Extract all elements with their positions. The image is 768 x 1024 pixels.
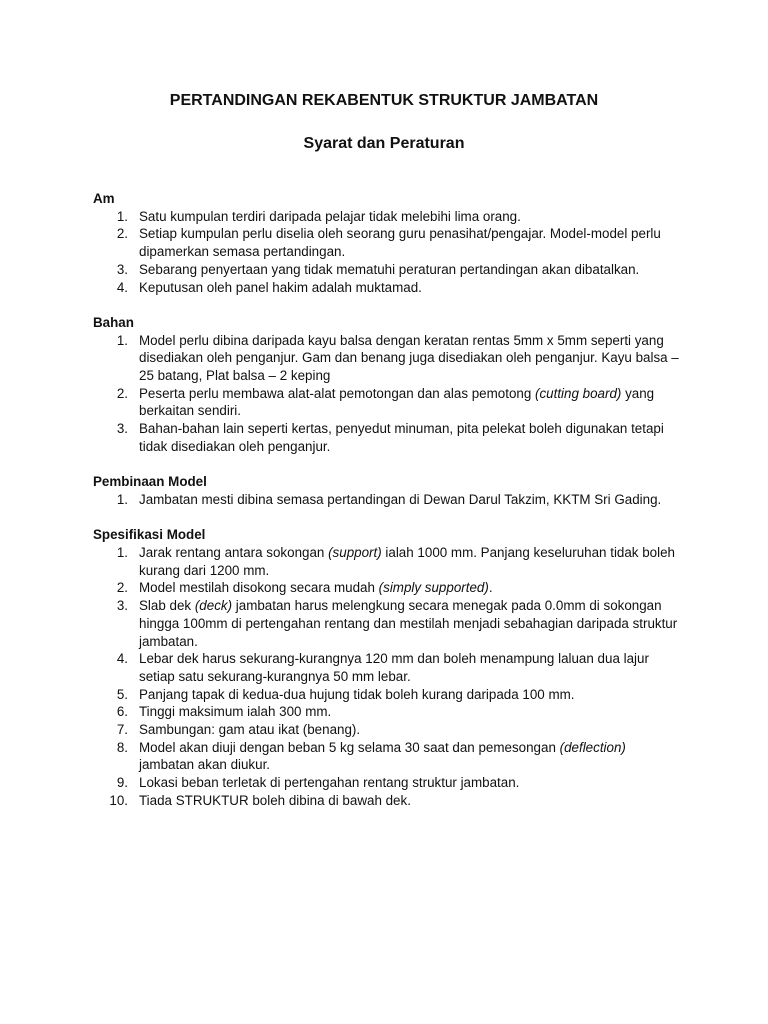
- text-run: Panjang tapak di kedua-dua hujung tidak boleh kurang daripada 100 mm.: [139, 686, 575, 702]
- document-title: PERTANDINGAN REKABENTUK STRUKTUR JAMBATAN: [169, 92, 599, 109]
- list-item-text: [139, 209, 521, 224]
- text-run: .: [488, 580, 493, 596]
- text-run: Sambungan: gam atau ikat (benang).: [139, 722, 361, 738]
- list-item: [93, 774, 683, 792]
- italic-term: (cutting board): [535, 385, 622, 401]
- list-item: [93, 739, 683, 774]
- section-bahan: [93, 314, 683, 456]
- text-run: ialah 1000 mm. Panjang keseluruhan tidak boleh kurang dari 1200 mm.: [139, 545, 675, 578]
- text-run: Model mestilah disokong secara mudah: [139, 580, 379, 596]
- list-item-text: [139, 580, 493, 595]
- document-subtitle: Syarat dan Peraturan: [303, 135, 465, 152]
- list-item-text: [139, 492, 661, 507]
- list-item-number: 3.: [116, 261, 128, 277]
- text-run: Jarak rentang antara sokongan: [139, 545, 329, 561]
- text-run: Peserta perlu membawa alat-alat pemotongan dan alas pemotong: [139, 385, 536, 401]
- list-item-text: [139, 226, 661, 259]
- list-item: [93, 579, 683, 597]
- list-item-text: [139, 333, 679, 383]
- italic-term: (support): [328, 545, 382, 561]
- list-item-number: 9.: [116, 775, 128, 791]
- text-run: Satu kumpulan terdiri daripada pelajar tidak melebihi lima orang.: [139, 208, 521, 224]
- list-item-text: [139, 386, 654, 419]
- list-item: [93, 703, 683, 721]
- list-item: [93, 491, 683, 509]
- text-run: Slab dek: [139, 598, 195, 614]
- italic-term: (deck): [194, 598, 233, 614]
- list-item-text: [139, 651, 649, 684]
- list-item: [93, 332, 683, 385]
- list-item: [93, 420, 683, 455]
- text-run: jambatan harus melengkung secara menegak pada 0.0mm di sokongan hingga 100mm di pertengahan rentang dan mestilah menjadi sebahagian daripada struktur jambatan.: [139, 598, 678, 649]
- text-run: yang berkaitan sendiri.: [139, 385, 655, 419]
- list-item-number: 4.: [116, 651, 128, 667]
- list-item-text: [139, 722, 360, 737]
- text-run: Jambatan mesti dibina semasa pertandingan di Dewan Darul Takzim, KKTM Sri Gading.: [139, 491, 662, 507]
- list-item-number: 6.: [116, 704, 128, 720]
- list-item: [93, 686, 683, 704]
- list-item-text: [139, 687, 575, 702]
- section-heading: Pembinaan Model: [93, 474, 207, 490]
- text-run: Setiap kumpulan perlu diselia oleh seorang guru penasihat/pengajar. Model-model perlu dipamerkan semasa pertandingan.: [139, 226, 661, 260]
- list-item-text: [139, 598, 677, 648]
- list-item-number: 1.: [116, 545, 128, 561]
- list-item-text: [139, 775, 519, 790]
- text-run: jambatan akan diukur.: [139, 757, 271, 773]
- section-heading: Bahan: [93, 314, 134, 330]
- list-item-number: 3.: [116, 421, 128, 437]
- numbered-list: [93, 491, 683, 509]
- section-heading: Am: [93, 191, 115, 206]
- list-item: [93, 792, 683, 810]
- text-run: Model perlu dibina daripada kayu balsa dengan keratan rentas 5mm x 5mm seperti yang disediakan oleh penganjur. Gam dan benang juga disediakan oleh penganjur. Kayu balsa – 25 batang, Plat balsa – 2 keping: [139, 332, 679, 384]
- section-heading: Spesifikasi Model: [93, 527, 206, 543]
- list-item: [93, 279, 683, 297]
- list-item: [93, 225, 683, 260]
- text-run: Tiada STRUKTUR boleh dibina di bawah dek.: [139, 792, 411, 808]
- numbered-list: [93, 208, 683, 297]
- list-item-number: 7.: [116, 722, 128, 738]
- italic-term: (simply supported): [378, 580, 489, 596]
- text-run: Lokasi beban terletak di pertengahan rentang struktur jambatan.: [139, 775, 520, 791]
- list-item: [93, 261, 683, 279]
- list-item-number: 2.: [116, 226, 128, 242]
- text-run: Keputusan oleh panel hakim adalah muktamad.: [139, 279, 422, 295]
- list-item: [93, 597, 683, 650]
- text-run: Lebar dek harus sekurang-kurangnya 120 mm dan boleh menampung laluan dua lajur setiap satu sekurang-kurangnya 50 mm lebar.: [139, 651, 649, 684]
- list-item: [93, 208, 683, 226]
- list-item-number: 1.: [116, 491, 128, 507]
- document-body: [93, 190, 683, 827]
- list-item-text: [139, 421, 664, 454]
- list-item: [93, 650, 683, 685]
- text-run: Sebarang penyertaan yang tidak mematuhi peraturan pertandingan akan dibatalkan.: [139, 261, 640, 277]
- section-am: [93, 190, 683, 296]
- list-item-text: [139, 740, 626, 773]
- list-item: [93, 385, 683, 420]
- list-item-text: [139, 704, 331, 719]
- list-item-number: 8.: [116, 739, 128, 755]
- italic-term: (deflection): [559, 739, 626, 755]
- numbered-list: [93, 544, 683, 810]
- list-item-text: [139, 280, 422, 295]
- list-item-number: 2.: [116, 385, 128, 401]
- list-item-number: 5.: [116, 686, 128, 702]
- list-item-number: 10.: [109, 792, 128, 808]
- list-item-text: [139, 793, 411, 808]
- list-item: [93, 721, 683, 739]
- text-run: Tinggi maksimum ialah 300 mm.: [139, 704, 332, 720]
- list-item-number: 1.: [116, 332, 128, 348]
- section-pembinaan-model: [93, 473, 683, 508]
- list-item-number: 4.: [116, 279, 128, 295]
- text-run: Bahan-bahan lain seperti kertas, penyedut minuman, pita pelekat boleh digunakan tetapi tidak disediakan oleh penganjur.: [139, 421, 664, 454]
- list-item: [93, 544, 683, 579]
- list-item-number: 2.: [116, 580, 128, 596]
- list-item-number: 3.: [116, 598, 128, 614]
- list-item-text: [139, 545, 675, 578]
- section-spesifikasi-model: [93, 526, 683, 809]
- text-run: Model akan diuji dengan beban 5 kg selama 30 saat dan pemesongan: [139, 739, 560, 755]
- list-item-text: [139, 262, 639, 277]
- list-item-number: 1.: [116, 208, 128, 224]
- numbered-list: [93, 332, 683, 456]
